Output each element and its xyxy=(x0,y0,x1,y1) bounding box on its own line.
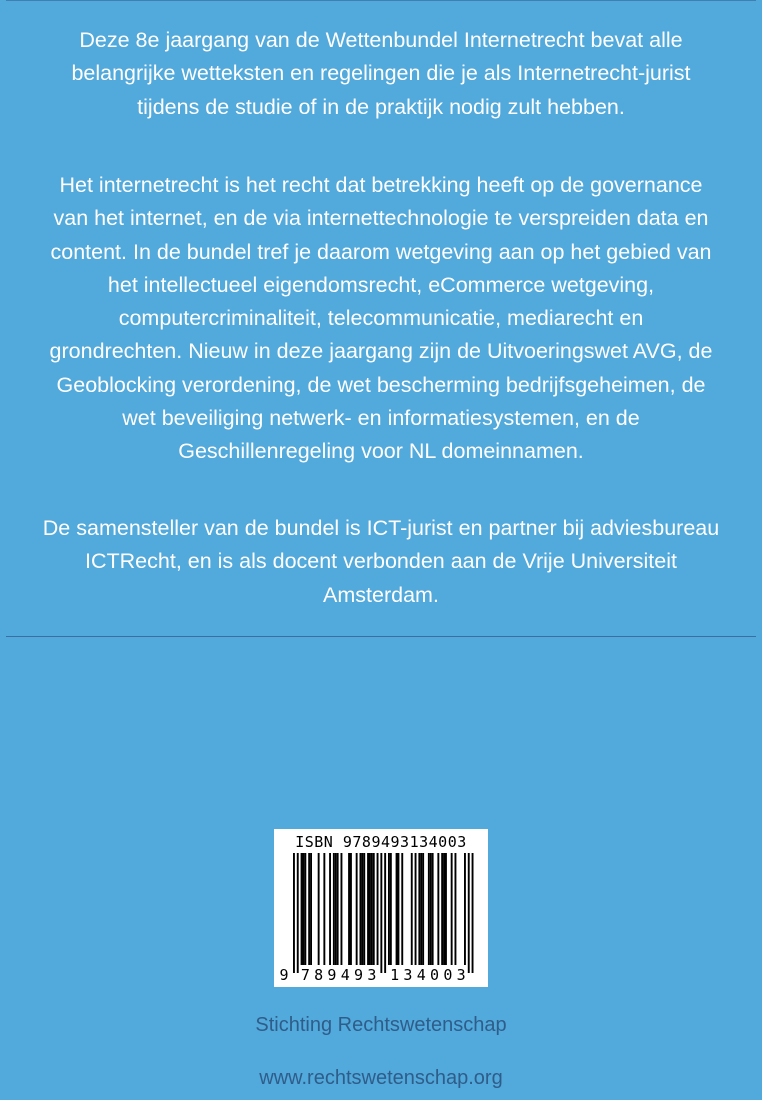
barcode-bar xyxy=(420,853,422,965)
top-rule xyxy=(6,0,756,1)
barcode-bar xyxy=(422,853,424,965)
barcode-digit: 8 xyxy=(314,966,324,984)
barcode-bar xyxy=(318,853,320,965)
barcode-bar xyxy=(441,853,443,965)
blurb-line: De samensteller van de bundel is ICT-jurist en partner bij adviesbureau xyxy=(42,516,720,540)
barcode-bar xyxy=(335,853,337,965)
blurb-line: tijdens de studie of in de praktijk nodig zult hebben. xyxy=(137,94,625,119)
barcode-bar xyxy=(304,853,306,965)
barcode-bar xyxy=(390,853,392,965)
barcode-digit: 3 xyxy=(367,966,377,984)
barcode-bar xyxy=(415,853,417,965)
barcode-bar xyxy=(297,853,299,973)
barcode-bar xyxy=(323,853,325,965)
barcode-bar xyxy=(464,853,466,965)
barcode-bar xyxy=(455,853,457,965)
barcode-bar xyxy=(380,853,382,973)
barcode-digit: 9 xyxy=(279,966,289,984)
barcode-digit: 3 xyxy=(456,966,466,984)
barcode-bar xyxy=(377,853,379,965)
blurb-line: belangrijke wetteksten en regelingen die je als Internetrecht-jurist xyxy=(71,61,691,86)
barcode-bar xyxy=(443,853,445,965)
barcode-bar xyxy=(437,853,439,965)
barcode-bars xyxy=(274,829,488,987)
barcode-digit: 0 xyxy=(443,966,453,984)
barcode-digit: 1 xyxy=(390,966,400,984)
blurb-line: van het internet, en de via internettechnologie te verspreiden data en xyxy=(53,206,709,231)
section-divider xyxy=(6,636,756,637)
barcode-bar xyxy=(401,853,403,965)
barcode-bar xyxy=(360,853,362,965)
publisher-website: www.rechtswetenschap.org xyxy=(259,1067,503,1089)
barcode-bar xyxy=(341,853,343,965)
barcode-bar xyxy=(369,853,371,965)
barcode-bar xyxy=(348,853,350,965)
barcode-bar xyxy=(472,853,474,973)
barcode-bar xyxy=(361,853,363,965)
barcode-bar xyxy=(363,853,365,965)
blurb-paragraph-3 xyxy=(0,512,762,612)
isbn-label: ISBN 9789493134003 xyxy=(295,833,467,851)
barcode-bar xyxy=(371,853,373,965)
barcode-digit: 9 xyxy=(354,966,364,984)
barcode-bar xyxy=(430,853,432,965)
blurb-paragraph-1 xyxy=(0,24,762,124)
blurb-line: Geschillenregeling voor NL domeinnamen. xyxy=(178,439,584,464)
barcode-digit: 0 xyxy=(430,966,440,984)
blurb-line: ICTRecht, en is als docent verbonden aan de Vrije Universiteit xyxy=(85,549,677,574)
barcode-bar xyxy=(432,853,434,965)
barcode-bar xyxy=(373,853,375,965)
blurb-line: computercriminaliteit, telecommunicatie, mediarecht en xyxy=(118,306,644,331)
barcode-bar xyxy=(396,853,398,965)
barcode-bar xyxy=(398,853,400,965)
barcode-bar xyxy=(384,853,386,973)
barcode-bar xyxy=(388,853,390,965)
barcode-digit: 3 xyxy=(403,966,413,984)
barcode-bar xyxy=(329,853,331,965)
blurb-line: Amsterdam. xyxy=(323,582,439,607)
isbn-barcode xyxy=(274,829,488,987)
barcode-digit: 7 xyxy=(300,966,310,984)
barcode-bar xyxy=(337,853,339,965)
barcode-bar xyxy=(308,853,310,965)
barcode-bar xyxy=(468,853,470,973)
blurb-line: wet beveiliging netwerk- en informatiesystemen, en de xyxy=(122,406,640,431)
blurb-line: Deze 8e jaargang van de Wettenbundel Internetrecht bevat alle xyxy=(79,28,683,52)
blurb-line: het intellectueel eigendomsrecht, eCommerce wetgeving, xyxy=(107,272,655,297)
barcode-bar xyxy=(301,853,303,965)
barcode-digit: 4 xyxy=(416,966,426,984)
barcode-bar xyxy=(451,853,453,965)
blurb-line: Het internetrecht is het recht dat betrekking heeft op de governance xyxy=(59,173,703,197)
blurb-line: grondrechten. Nieuw in deze jaargang zijn de Uitvoeringswet AVG, de xyxy=(49,339,713,364)
barcode-bar xyxy=(333,853,335,965)
barcode-digit: 9 xyxy=(327,966,337,984)
barcode-bar xyxy=(428,853,430,965)
barcode-bar xyxy=(303,853,305,965)
barcode-bar xyxy=(310,853,312,965)
barcode-bar xyxy=(445,853,447,965)
barcode-bar xyxy=(411,853,413,965)
barcode-bar xyxy=(350,853,352,965)
barcode-bar xyxy=(418,853,420,965)
barcode-bar xyxy=(293,853,295,973)
barcode-bar xyxy=(356,853,358,965)
barcode-digit: 4 xyxy=(340,966,350,984)
publisher-name: Stichting Rechtswetenschap xyxy=(255,1014,507,1036)
blurb-line: content. In de bundel tref je daarom wetgeving aan op het gebied van xyxy=(50,239,712,264)
blurb-line: Geoblocking verordening, de wet bescherming bedrijfsgeheimen, de xyxy=(56,372,706,397)
blurb-paragraph-2 xyxy=(0,169,762,469)
barcode-bar xyxy=(367,853,369,965)
